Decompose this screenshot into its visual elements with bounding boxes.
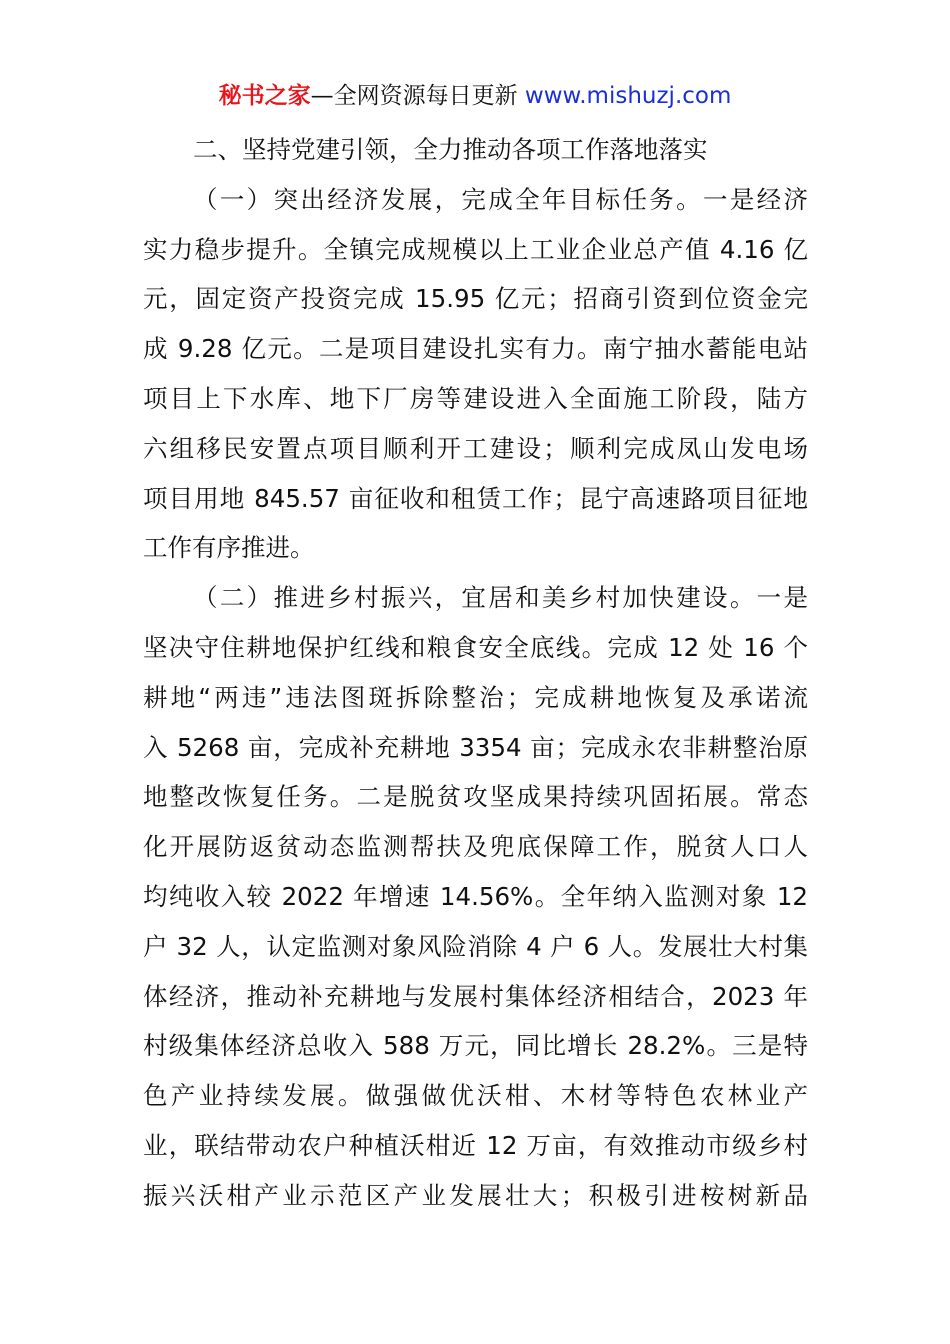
paragraph-line: 化开展防返贫动态监测帮扶及兜底保障工作，脱贫人口人 [143,832,808,862]
paragraph-line: 六组移民安置点项目顺利开工建设；顺利完成凤山发电场 [143,433,808,463]
paragraph-line: 体经济，推动补充耕地与发展村集体经济相结合，2023 年 [143,981,808,1011]
paragraph-line: （二）推进乡村振兴，宜居和美乡村加快建设。一是 [193,583,808,613]
paragraph-line: 户 32 人，认定监测对象风险消除 4 户 6 人。发展壮大村集 [143,931,808,961]
site-url-link[interactable]: www.mishuzj.com [524,83,732,109]
paragraph-line: 业，联结带动农户种植沃柑近 12 万亩，有效推动市级乡村 [143,1130,808,1160]
paragraph-line: 地整改恢复任务。二是脱贫攻坚成果持续巩固拓展。常态 [143,782,808,812]
paragraph-line: 村级集体经济总收入 588 万元，同比增长 28.2%。三是特 [143,1031,808,1061]
paragraph-line: 入 5268 亩，完成补充耕地 3354 亩；完成永农非耕整治原 [143,732,808,762]
brand-name: 秘书之家 [218,83,311,109]
document-body [143,125,808,1221]
paragraph-line: 元，固定资产投资完成 15.95 亿元；招商引资到位资金完 [143,284,808,314]
paragraph-line: 振兴沃柑产业示范区产业发展壮大；积极引进桉树新品 [143,1180,808,1210]
paragraph-line: 色产业持续发展。做强做优沃柑、木材等特色农林业产 [143,1081,808,1111]
paragraph-line: 实力稳步提升。全镇完成规模以上工业企业总产值 4.16 亿 [143,234,808,264]
paragraph-line: 项目上下水库、地下厂房等建设进入全面施工阶段，陆方 [143,383,808,413]
paragraph-line: 均纯收入较 2022 年增速 14.56%。全年纳入监测对象 12 [143,881,808,911]
paragraph-line: 耕地“两违”违法图斑拆除整治；完成耕地恢复及承诺流 [143,682,808,712]
header-tagline: —全网资源每日更新 [310,83,518,109]
paragraph-line: 工作有序推进。 [143,533,315,563]
paragraph-line: （一）突出经济发展，完成全年目标任务。一是经济 [193,184,808,214]
site-header [0,80,950,112]
section-heading: 二、坚持党建引领，全力推动各项工作落地落实 [193,135,708,164]
paragraph-line: 项目用地 845.57 亩征收和租赁工作；昆宁高速路项目征地 [143,483,808,513]
paragraph-line: 坚决守住耕地保护红线和粮食安全底线。完成 12 处 16 个 [143,632,808,662]
paragraph-line: 成 9.28 亿元。二是项目建设扎实有力。南宁抽水蓄能电站 [143,334,808,364]
